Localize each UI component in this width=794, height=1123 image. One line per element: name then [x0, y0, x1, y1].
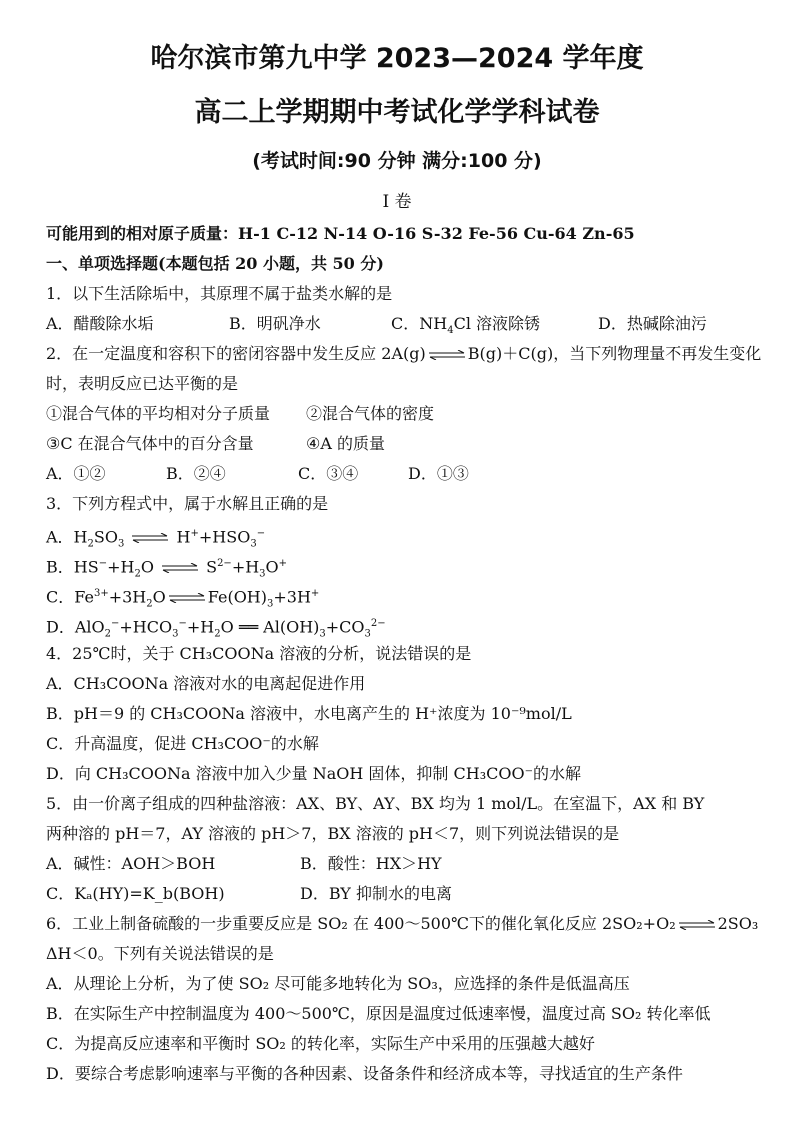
q4-option-c: C．升高温度，促进 CH₃COO⁻的水解 — [46, 734, 319, 753]
q4-option-a: A．CH₃COONa 溶液对水的电离起促进作用 — [46, 674, 366, 693]
q2-stem: 2．在一定温度和容积下的密闭容器中发生反应 2A(g) B(g)＋C(g)，当下列物理量不再发生变化 — [46, 344, 762, 363]
section-label: I 卷 — [382, 192, 412, 212]
equilibrium-arrow-icon — [428, 350, 466, 360]
q6-option-a: A．从理论上分析，为了使 SO₂ 尽可能多地转化为 SO₃，应选择的条件是低温高压 — [46, 974, 630, 993]
q1-option-b: B．明矾净水 — [229, 314, 321, 333]
q2-statement-1: ①混合气体的平均相对分子质量 — [46, 404, 271, 423]
q2-stem-line2: 时，表明反应已达平衡的是 — [46, 374, 239, 393]
exam-info: (考试时间:90 分钟 满分:100 分) — [252, 150, 542, 172]
q6-option-b: B．在实际生产中控制温度为 400～500℃，原因是温度过低速率慢，温度过高 SO₂ 转化率低 — [46, 1004, 711, 1023]
atomic-masses: 可能用到的相对原子质量：H-1 C-12 N-14 O-16 S-32 Fe-56 Cu-64 Zn-65 — [46, 224, 635, 243]
exam-title: 高二上学期期中考试化学学科试卷 — [194, 97, 600, 128]
q1-option-d: D．热碱除油污 — [598, 314, 707, 333]
q3-option-d: D．$AlO_2^-+HCO_3^-+H_2O$ ══ $Al(OH)_3+CO_3^{2-}$ — [46, 617, 386, 640]
q3-option-c: C．$Fe^{3+}+3H_2O$ $Fe(OH)_3+3H^+$ — [46, 587, 320, 610]
q4-stem: 4．25℃时，关于 CH₃COONa 溶液的分析，说法错误的是 — [46, 644, 472, 663]
q5-option-d: D．BY 抑制水的电离 — [300, 884, 452, 903]
equilibrium-arrow-icon — [131, 533, 169, 543]
q1-option-c: C．$NH_4Cl$ 溶液除锈 — [391, 314, 541, 337]
q6-option-d: D．要综合考虑影响速率与平衡的各种因素、设备条件和经济成本等，寻找适宜的生产条件 — [46, 1064, 683, 1083]
equilibrium-arrow-icon — [678, 920, 716, 930]
school-title: 哈尔滨市第九中学 2023—2024 学年度 — [150, 43, 644, 74]
q2-statement-2: ②混合气体的密度 — [306, 404, 435, 423]
q2-option-a: A．①② — [46, 464, 106, 483]
q5-option-a: A．碱性：AOH＞BOH — [46, 854, 216, 873]
q1-stem: 1．以下生活除垢中，其原理不属于盐类水解的是 — [46, 284, 393, 303]
q6-option-c: C．为提高反应速率和平衡时 SO₂ 的转化率，实际生产中采用的压强越大越好 — [46, 1034, 595, 1053]
q4-option-b: B．pH＝9 的 CH₃COONa 溶液中，水电离产生的 H⁺浓度为 10⁻⁹mol/L — [46, 704, 572, 723]
q2-statement-4: ④A 的质量 — [306, 434, 385, 453]
equilibrium-arrow-icon — [161, 563, 199, 573]
q2-option-c: C．③④ — [298, 464, 359, 483]
q2-option-d: D．①③ — [408, 464, 469, 483]
q5-option-c: C．Kₐ(HY)=K_b(BOH) — [46, 884, 225, 903]
q3-option-b: B．$HS^-+H_2O$ $S^{2-}+H_3O^+$ — [46, 557, 288, 580]
q5-stem-line2: 两种溶的 pH＝7，AY 溶液的 pH＞7，BX 溶液的 pH＜7，则下列说法错误的是 — [46, 824, 620, 843]
q3-stem: 3．下列方程式中，属于水解且正确的是 — [46, 494, 329, 513]
q1-option-a: A．醋酸除水垢 — [46, 314, 154, 333]
q6-stem-line2: ΔH＜0。下列有关说法错误的是 — [46, 944, 274, 963]
equilibrium-arrow-icon — [168, 593, 206, 603]
q3-option-a: A．$H_2SO_3$ $H^++HSO_3^-$ — [46, 527, 266, 550]
q5-option-b: B．酸性：HX＞HY — [300, 854, 442, 873]
q2-option-b: B．②④ — [166, 464, 226, 483]
q2-statement-3: ③C 在混合气体中的百分含量 — [46, 434, 254, 453]
q5-stem: 5．由一价离子组成的四种盐溶液：AX、BY、AY、BX 均为 1 mol/L。在室温下，AX 和 BY — [46, 794, 705, 813]
q4-option-d: D．向 CH₃COONa 溶液中加入少量 NaOH 固体，抑制 CH₃COO⁻的水解 — [46, 764, 582, 783]
part-title: 一、单项选择题(本题包括 20 小题，共 50 分) — [46, 254, 384, 273]
q6-stem: 6．工业上制备硫酸的一步重要反应是 SO₂ 在 400～500℃下的催化氧化反应 2SO₂+O₂ 2SO₃ — [46, 914, 759, 933]
